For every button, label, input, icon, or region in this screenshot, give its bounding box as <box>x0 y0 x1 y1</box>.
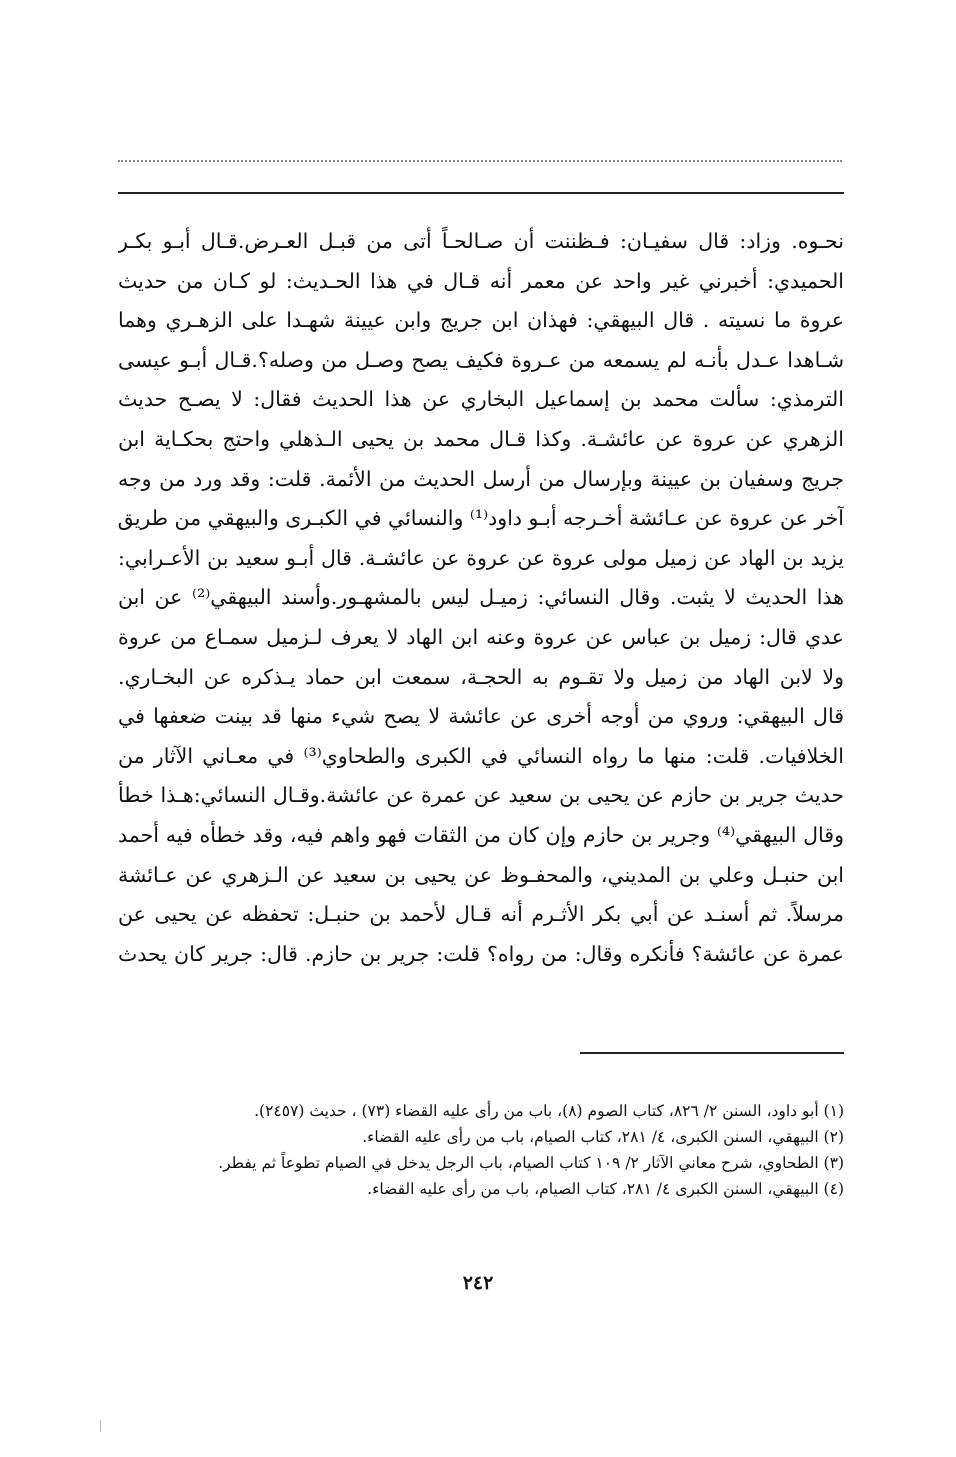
body-line: عدي قال: زميل بن عباس عن عروة وعنه ابن الهاد لا يعرف لـزميل سمـاع من عروة <box>118 624 844 649</box>
header-rule <box>118 192 844 194</box>
footnote-4: (٤) البيهقي، السنن الكبرى ٤/ ٢٨١، كتاب الصيام، باب من رأى عليه القضاء. <box>367 1180 844 1198</box>
body-line: قال البيهقي: وروي من أوجه أخرى عن عائشة لا يصح شيء منها قد بينت ضعفها في <box>118 704 844 729</box>
footnote-3: (٣) الطحاوي، شرح معاني الآثار ٢/ ١٠٩ كتاب الصيام، باب الرجل يدخل في الصيام تطوعاً ثم يفطر. <box>218 1154 844 1172</box>
body-line: وقال البيهقي⁽⁴⁾ وجرير بن حازم وإن كان من الثقات فهو واهم فيه، وقد خطأه فيه أحمد <box>118 822 844 847</box>
body-line: حديث جرير بن حازم عن يحيى بن سعيد عن عمرة عن عائشة.وقـال النسائي:هـذا خطأ <box>118 783 844 808</box>
body-line: الخلافيات. قلت: منها ما رواه النسائي في الكبرى والطحاوي⁽³⁾ في معـاني الآثار من <box>118 743 844 768</box>
footnotes <box>118 1098 844 1202</box>
body-line: عروة ما نسيته . قال البيهقي: فهذان ابن جريج وابن عيينة شهـدا على الزهـري وهما <box>118 308 844 333</box>
body-line: ابن حنبـل وعلي بن المديني، والمحفـوظ عن يحيى بن سعيد عن الـزهري عن عـائشة <box>118 862 844 887</box>
body-line: الزهري عن عروة عن عائشـة. وكذا قـال محمد بن يحيى الـذهلي واحتج بحكـاية ابن <box>118 426 844 451</box>
body-line: عمرة عن عائشة؟ فأنكره وقال: من رواه؟ قلت: جرير بن حازم. قال: جرير كان يحدث <box>118 941 844 966</box>
body-line: مرسلاً. ثم أسنـد عن أبي بكر الأثـرم أنه قـال لأحمد بن حنبـل: تحفظه عن يحيى عن <box>118 902 844 927</box>
footnote-2: (٢) البيهقي، السنن الكبرى، ٤/ ٢٨١، كتاب الصيام، باب من رأى عليه القضاء. <box>362 1128 844 1146</box>
body-text <box>118 222 844 974</box>
page-number: ٢٤٢ <box>462 1272 494 1294</box>
body-line: شـاهدا عـدل بأنـه لم يسمعه من عـروة فكيف يصح وصـل من وصله؟.قـال أبـو عيسى <box>118 347 844 372</box>
body-line: ولا لابن الهاد من زميل ولا تقـوم به الحجـة، سمعت ابن حماد يـذكره عن البخـاري. <box>118 664 844 689</box>
body-line: نحـوه. وزاد: قال سفيـان: فـظننت أن صـالحـاً أتى من قبـل العـرض.قـال أبـو بكـر <box>118 229 844 253</box>
body-line: يزيد بن الهاد عن زميل مولى عروة عن عروة عن عائشـة. قال أبـو سعيد بن الأعـرابي: <box>118 545 844 570</box>
scan-mark <box>100 1420 101 1432</box>
body-line: آخر عن عروة عن عـائشة أخـرجه أبـو داود⁽¹⁾ والنسائي في الكبـرى والبيهقي من طريق <box>118 506 844 531</box>
footnote-separator <box>580 1052 844 1054</box>
body-line: هذا الحديث لا يثبت. وقال النسائي: زميـل ليس بالمشهـور.وأسند البيهقي⁽²⁾ عن ابن <box>118 585 844 610</box>
body-line: جريج وسفيان بن عيينة وبإرسال من أرسل الحديث من الأئمة. قلت: وقد ورد من وجه <box>118 466 844 491</box>
body-line: الترمذي: سألت محمد بن إسماعيل البخاري عن هذا الحديث فقال: لا يصـح حديث <box>118 387 844 412</box>
header-dotted-rule <box>118 160 842 162</box>
body-line: الحميدي: أخبرني غير واحد عن معمر أنه قـال في هذا الحـديث: لو كـان من حديث <box>118 268 844 293</box>
footnote-1: (١) أبو داود، السنن ٢/ ٨٢٦، كتاب الصوم (٨)، باب من رأى عليه القضاء (٧٣) ، حديث (٢٤٥٧). <box>254 1102 844 1120</box>
